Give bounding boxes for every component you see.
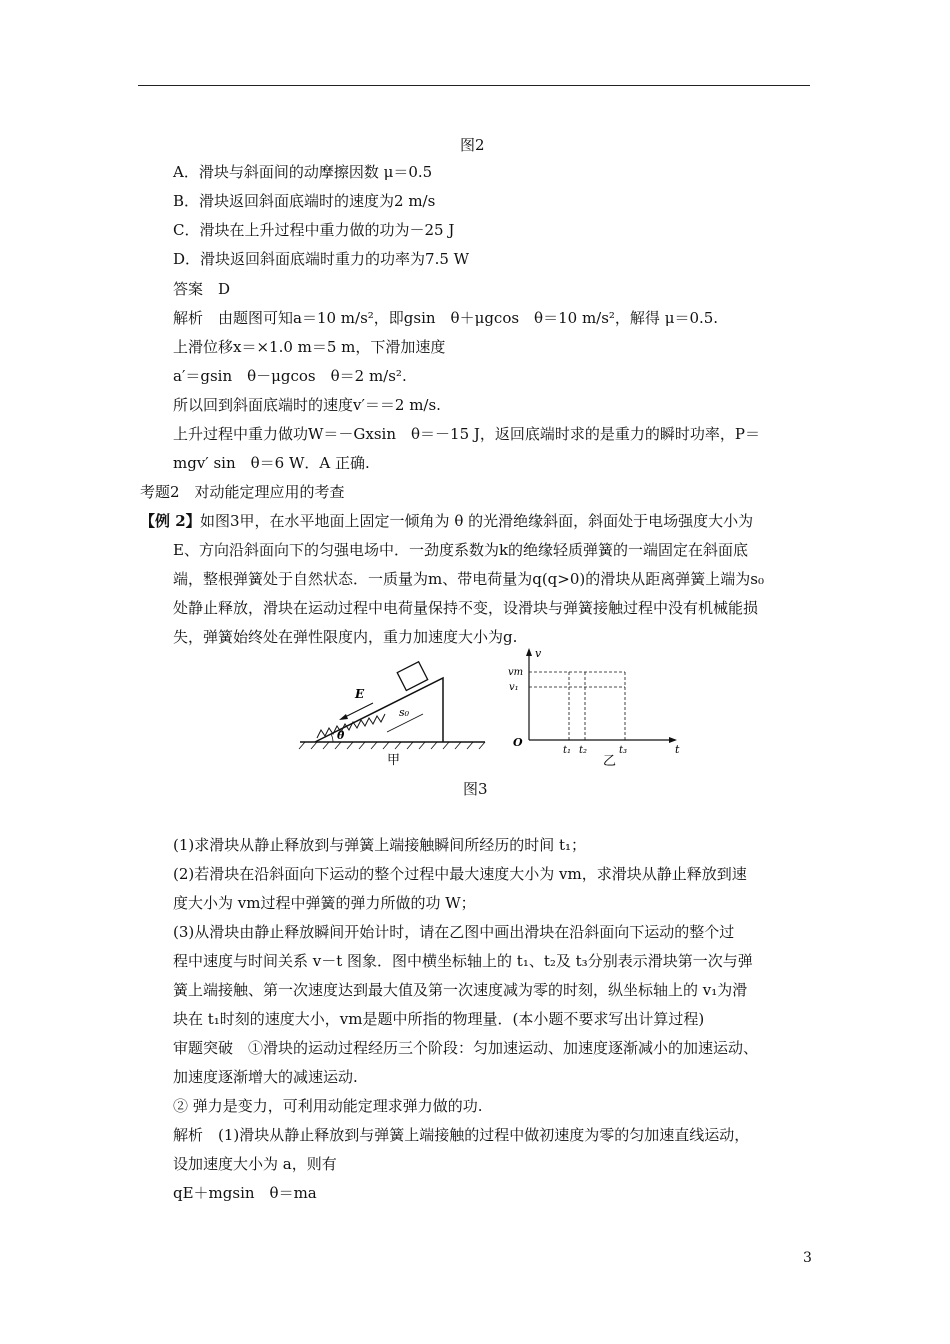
caption-yi: 乙	[603, 754, 617, 769]
example-line: 如图3甲，在水平地面上固定一倾角为 θ 的光滑绝缘斜面，斜面处于电场强度大小为	[200, 512, 754, 530]
example-line: 处静止释放，滑块在运动过程中电荷量保持不变，设滑块与弹簧接触过程中没有机械能损	[173, 599, 759, 617]
question-line: 程中速度与时间关系 v－t 图象．图中横坐标轴上的 t₁、t₂及 t₃分别表示滑块第一次与弹	[173, 952, 753, 970]
analysis-line: 上滑位移x＝×1.0 m＝5 m，下滑加速度	[173, 338, 446, 356]
option-c: C．滑块在上升过程中重力做的功为－25 J	[173, 221, 455, 239]
example-line: 失，弹簧始终处在弹性限度内，重力加速度大小为g.	[173, 628, 518, 646]
axis-label-t: t	[675, 743, 680, 756]
analysis-line: 解析 由题图可知a＝10 m/s²，即gsin θ＋μgcos θ＝10 m/s²，解得 μ＝0.5.	[173, 309, 719, 327]
breakthrough-line: 审题突破 ①滑块的运动过程经历三个阶段：匀加速运动、加速度逐渐减小的加速运动、	[173, 1039, 759, 1057]
breakthrough-line: ② 弹力是变力，可利用动能定理求弹力做的功.	[173, 1097, 483, 1115]
analysis-line: mgv′ sin θ＝6 W．A 正确.	[173, 454, 370, 472]
figure3-caption: 图3	[463, 780, 488, 798]
label-E: E	[355, 687, 365, 701]
question-line: (1)求滑块从静止释放到与弹簧上端接触瞬间所经历的时间 t₁；	[173, 836, 587, 854]
question-line: 块在 t₁时刻的速度大小，vm是题中所指的物理量．(本小题不要求写出计算过程)	[173, 1010, 705, 1028]
option-d: D．滑块返回斜面底端时重力的功率为7.5 W	[173, 250, 470, 268]
figure3-incline-diagram	[295, 650, 490, 770]
tick-label-t3: t₃	[619, 745, 628, 756]
figure3-vt-graph	[505, 645, 690, 770]
analysis2-line: 设加速度大小为 a，则有	[173, 1155, 337, 1173]
tick-label-t2: t₂	[579, 745, 588, 756]
tick-label-v1: v₁	[509, 682, 519, 693]
question-line: 度大小为 vm过程中弹簧的弹力所做的功 W；	[173, 894, 476, 912]
label-theta: θ	[337, 729, 345, 742]
tick-label-t1: t₁	[563, 745, 572, 756]
option-b: B．滑块返回斜面底端时的速度为2 m/s	[173, 192, 436, 210]
answer-line: 答案 D	[173, 280, 231, 298]
origin-label: O	[513, 736, 523, 749]
breakthrough-line: 加速度逐渐增大的减速运动.	[173, 1068, 358, 1086]
analysis-line: a′＝gsin θ－μgcos θ＝2 m/s².	[173, 367, 407, 385]
header-rule	[138, 85, 810, 86]
example-line: 端，整根弹簧处于自然状态．一质量为m、带电荷量为q(q>0)的滑块从距离弹簧上端为s₀	[173, 570, 764, 588]
page-number: 3	[803, 1250, 812, 1266]
option-a: A．滑块与斜面间的动摩擦因数 μ＝0.5	[173, 163, 433, 181]
analysis2-line: qE＋mgsin θ＝ma	[173, 1184, 317, 1202]
analysis2-line: 解析 (1)滑块从静止释放到与弹簧上端接触的过程中做初速度为零的匀加速直线运动，	[173, 1126, 750, 1144]
topic-heading: 考题2 对动能定理应用的考查	[140, 483, 345, 501]
question-line: (3)从滑块由静止释放瞬间开始计时，请在乙图中画出滑块在沿斜面向下运动的整个过	[173, 923, 735, 941]
example-line: E、方向沿斜面向下的匀强电场中．一劲度系数为k的绝缘轻质弹簧的一端固定在斜面底	[173, 541, 749, 559]
example-tag: 【例 2】	[140, 512, 201, 530]
axis-label-v: v	[535, 647, 542, 660]
caption-jia: 甲	[387, 753, 401, 768]
tick-label-vm: vm	[508, 667, 524, 678]
label-s0: s₀	[399, 706, 410, 719]
question-line: (2)若滑块在沿斜面向下运动的整个过程中最大速度大小为 vm，求滑块从静止释放到速	[173, 865, 747, 883]
figure2-caption: 图2	[460, 136, 485, 154]
analysis-line: 所以回到斜面底端时的速度v′＝＝2 m/s.	[173, 396, 441, 414]
question-line: 簧上端接触、第一次速度达到最大值及第一次速度减为零的时刻，纵坐标轴上的 v₁为滑	[173, 981, 748, 999]
analysis-line: 上升过程中重力做功W＝－Gxsin θ＝－15 J，返回底端时求的是重力的瞬时功率，P＝	[173, 425, 761, 443]
